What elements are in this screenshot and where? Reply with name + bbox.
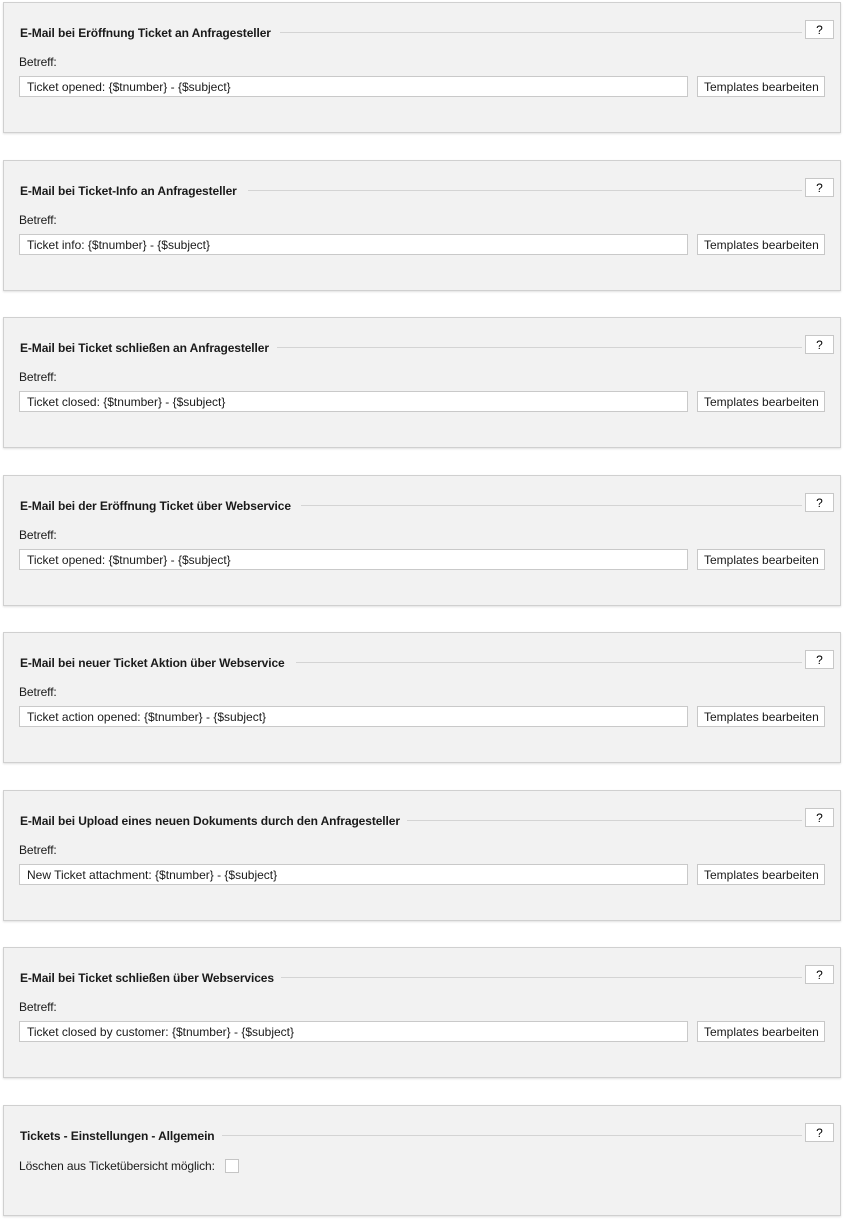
delete-from-overview-checkbox[interactable]: [225, 1159, 239, 1173]
subject-input[interactable]: [19, 864, 688, 885]
panel-divider: [301, 505, 802, 506]
edit-templates-button[interactable]: Templates bearbeiten: [697, 76, 825, 97]
panel-divider: [248, 190, 802, 191]
subject-label: Betreff:: [19, 843, 57, 857]
subject-input[interactable]: [19, 1021, 688, 1042]
help-button[interactable]: ?: [805, 178, 834, 197]
panel-divider: [296, 662, 802, 663]
subject-label: Betreff:: [19, 1000, 57, 1014]
delete-from-overview-setting: [19, 1158, 239, 1174]
panel-divider: [407, 820, 802, 821]
help-button[interactable]: ?: [805, 20, 834, 39]
panel-ticket-closed-webservices: [3, 947, 841, 1078]
edit-templates-button[interactable]: Templates bearbeiten: [697, 234, 825, 255]
delete-from-overview-label: Löschen aus Ticketübersicht möglich:: [19, 1159, 215, 1173]
subject-input[interactable]: [19, 549, 688, 570]
help-button[interactable]: ?: [805, 650, 834, 669]
panel-title: E-Mail bei Ticket-Info an Anfragesteller: [20, 184, 237, 198]
panel-title: E-Mail bei Ticket schließen über Webservices: [20, 971, 274, 985]
subject-label: Betreff:: [19, 213, 57, 227]
panel-title: Tickets - Einstellungen - Allgemein: [20, 1129, 215, 1143]
subject-label: Betreff:: [19, 55, 57, 69]
panel-divider: [281, 977, 802, 978]
panel-divider: [222, 1135, 802, 1136]
help-button[interactable]: ?: [805, 1123, 834, 1142]
subject-label: Betreff:: [19, 370, 57, 384]
edit-templates-button[interactable]: Templates bearbeiten: [697, 864, 825, 885]
panel-ticket-opened-webservice: [3, 475, 841, 606]
panel-divider: [277, 347, 802, 348]
edit-templates-button[interactable]: Templates bearbeiten: [697, 1021, 825, 1042]
panel-ticket-opened-requester: [3, 2, 841, 133]
panel-title: E-Mail bei Upload eines neuen Dokuments durch den Anfragesteller: [20, 814, 400, 828]
edit-templates-button[interactable]: Templates bearbeiten: [697, 706, 825, 727]
panel-ticket-info-requester: [3, 160, 841, 291]
edit-templates-button[interactable]: Templates bearbeiten: [697, 549, 825, 570]
subject-label: Betreff:: [19, 685, 57, 699]
subject-input[interactable]: [19, 76, 688, 97]
panel-title: E-Mail bei neuer Ticket Aktion über Webservice: [20, 656, 285, 670]
help-button[interactable]: ?: [805, 808, 834, 827]
help-button[interactable]: ?: [805, 965, 834, 984]
panel-ticket-closed-requester: [3, 317, 841, 448]
panel-tickets-general-settings: [3, 1105, 841, 1216]
panel-title: E-Mail bei Eröffnung Ticket an Anfragesteller: [20, 26, 271, 40]
subject-input[interactable]: [19, 234, 688, 255]
edit-templates-button[interactable]: Templates bearbeiten: [697, 391, 825, 412]
panel-document-upload-requester: [3, 790, 841, 921]
subject-input[interactable]: [19, 391, 688, 412]
subject-label: Betreff:: [19, 528, 57, 542]
panel-ticket-action-webservice: [3, 632, 841, 763]
panel-title: E-Mail bei der Eröffnung Ticket über Webservice: [20, 499, 291, 513]
subject-input[interactable]: [19, 706, 688, 727]
help-button[interactable]: ?: [805, 335, 834, 354]
panel-divider: [280, 32, 802, 33]
help-button[interactable]: ?: [805, 493, 834, 512]
panel-title: E-Mail bei Ticket schließen an Anfragesteller: [20, 341, 269, 355]
